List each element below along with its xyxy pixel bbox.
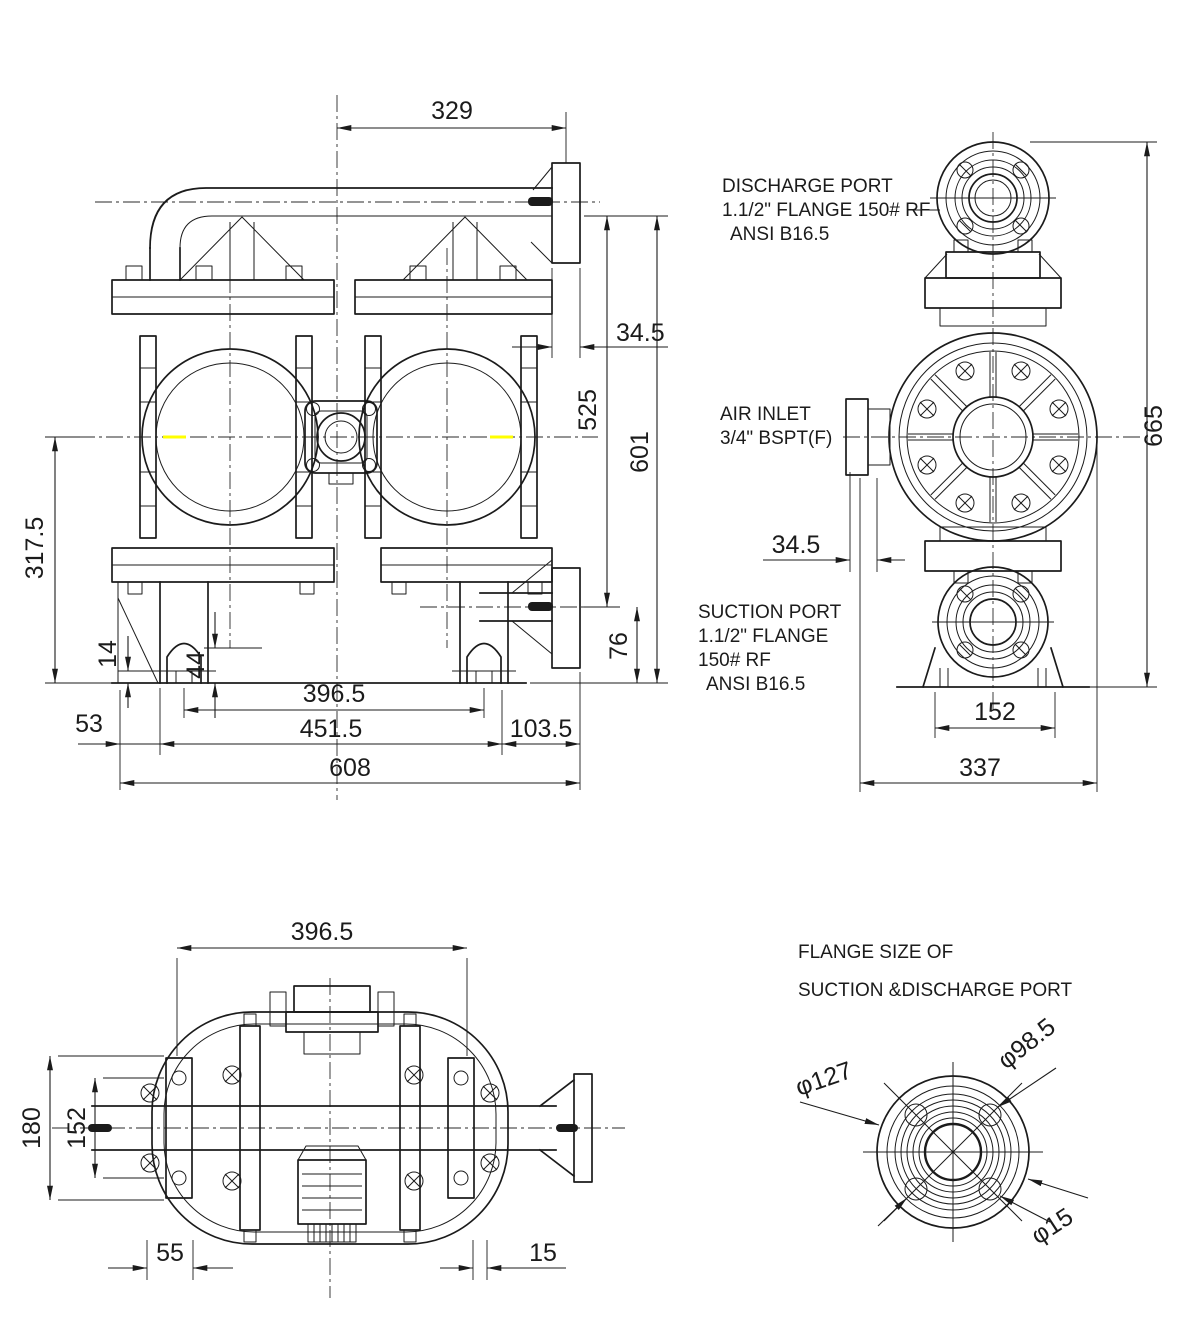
discharge-port-label-line3: ANSI B16.5	[730, 224, 830, 245]
dim-665	[1030, 142, 1168, 687]
dim-label-396-5-top: 396.5	[290, 918, 354, 946]
suction-port-label-line3: 150# RF	[698, 650, 771, 671]
dim-label-601: 601	[626, 431, 654, 473]
side-view	[698, 132, 1168, 792]
dim-103-5	[502, 672, 580, 790]
flange-title-line1: FLANGE SIZE OF	[798, 942, 954, 963]
flange-detail-view	[792, 942, 1088, 1250]
front-dimensions	[21, 97, 668, 790]
dim-34-5-front	[512, 268, 668, 358]
dim-label-44: 44	[182, 651, 210, 679]
dim-label-103-5: 103.5	[509, 715, 573, 743]
dim-label-15: 15	[529, 1239, 557, 1267]
dim-396-5-top	[177, 918, 467, 1056]
dim-label-396-5-front: 396.5	[302, 680, 366, 708]
muffler	[298, 1160, 366, 1224]
dim-label-337: 337	[959, 754, 1001, 782]
dim-15	[440, 1239, 566, 1280]
dim-525	[574, 216, 607, 607]
dim-label-152-top: 152	[63, 1107, 91, 1149]
discharge-port-label-line1: DISCHARGE PORT	[722, 176, 893, 197]
dim-label-329: 329	[431, 97, 473, 125]
dim-608	[120, 754, 580, 783]
dim-label-180: 180	[18, 1107, 46, 1149]
dim-34-5-side	[763, 472, 905, 572]
dim-label-14: 14	[94, 640, 122, 668]
suction-port-label-line1: SUCTION PORT	[698, 602, 842, 623]
dim-152-side	[935, 692, 1055, 738]
dim-label-525: 525	[574, 389, 602, 431]
suction-port-label-line2: 1.1/2" FLANGE	[698, 626, 829, 647]
side-port-labels	[698, 176, 940, 695]
dim-396-5-front	[184, 680, 484, 718]
dim-329	[337, 97, 566, 163]
flange-title-line2: SUCTION &DISCHARGE PORT	[798, 980, 1073, 1001]
dim-601	[626, 216, 657, 683]
front-pump-geometry	[112, 163, 580, 683]
dim-label-34-5-front: 34.5	[616, 319, 665, 347]
dim-label-317-5: 317.5	[21, 516, 49, 580]
dim-53	[75, 688, 160, 790]
top-view	[18, 918, 625, 1298]
dim-label-152-side: 152	[974, 698, 1016, 726]
dim-label-76: 76	[605, 632, 633, 660]
dim-label-665: 665	[1140, 405, 1168, 447]
top-pump-geometry	[88, 986, 592, 1244]
dim-44	[182, 612, 262, 718]
dim-76	[605, 607, 637, 683]
discharge-port-label-line2: 1.1/2" FLANGE 150# RF	[722, 200, 931, 221]
dim-337	[860, 445, 1097, 792]
muffler-ribs	[314, 1224, 350, 1242]
dim-label-34-5-side: 34.5	[771, 531, 821, 559]
dim-label-phi-127: φ127	[791, 1056, 856, 1102]
discharge-flange-plate	[552, 163, 580, 263]
dim-14	[94, 636, 152, 708]
side-pump-geometry	[846, 142, 1097, 687]
suction-flange-plate	[552, 568, 580, 668]
dim-55	[108, 1239, 233, 1280]
dim-phi-15	[1000, 1196, 1078, 1250]
dim-label-phi-98-5: φ98.5	[992, 1012, 1061, 1075]
suction-port-label-line4: ANSI B16.5	[706, 674, 806, 695]
air-inlet-label-line1: AIR INLET	[720, 404, 811, 425]
dim-label-53: 53	[75, 710, 103, 738]
dim-label-55: 55	[156, 1239, 184, 1267]
dim-label-451-5: 451.5	[299, 715, 363, 743]
flange-dimensions	[792, 1013, 1088, 1250]
front-view	[21, 95, 668, 800]
dim-label-608: 608	[329, 754, 371, 782]
dim-label-phi-15: φ15	[1026, 1202, 1079, 1251]
air-inlet-label-line2: 3/4" BSPT(F)	[720, 428, 833, 449]
